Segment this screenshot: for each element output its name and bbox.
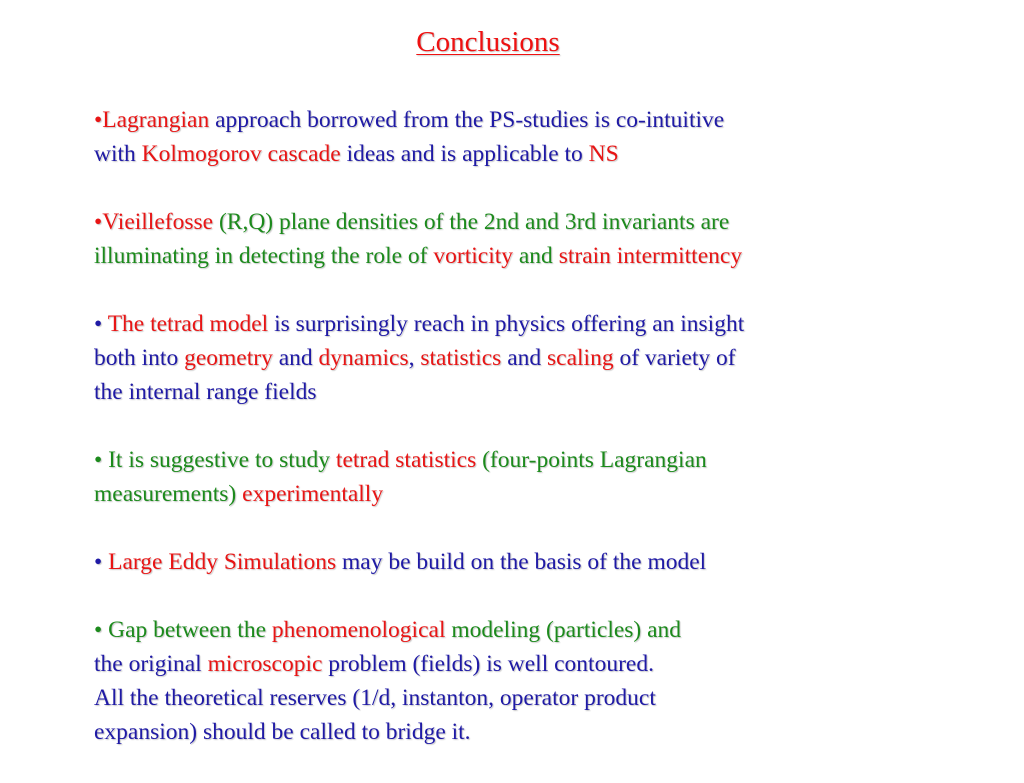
highlight-term: experimentally bbox=[242, 481, 384, 507]
highlight-term: geometry bbox=[184, 345, 273, 371]
text-segment: modeling (particles) and bbox=[445, 617, 682, 643]
text-segment: , bbox=[408, 345, 421, 371]
slide-title: Conclusions bbox=[416, 26, 560, 58]
bullet-tetrad-model bbox=[94, 307, 994, 409]
highlight-term: vorticity bbox=[433, 243, 513, 269]
highlight-term: phenomenological bbox=[271, 617, 446, 643]
bullet-large-eddy-simulations bbox=[94, 545, 994, 579]
text-segment: problem (fields) is well contoured. bbox=[322, 651, 654, 677]
text-segment: ideas and is applicable to bbox=[340, 141, 589, 167]
text-segment: of variety of bbox=[613, 345, 736, 371]
text-segment: (R,Q) plane densities of the 2nd and 3rd invariants are bbox=[213, 209, 730, 235]
bullet-marker: • bbox=[94, 209, 103, 235]
bullet-line bbox=[94, 647, 994, 681]
text-segment: is surprisingly reach in physics offering an insight bbox=[268, 311, 745, 337]
highlight-term: microscopic bbox=[207, 651, 323, 677]
bullet-line bbox=[94, 477, 994, 511]
highlight-term: Large Eddy Simulations bbox=[108, 549, 337, 575]
text-segment: (four-points Lagrangian bbox=[476, 447, 707, 473]
highlight-term: NS bbox=[588, 141, 619, 167]
bullet-line bbox=[94, 545, 994, 579]
highlight-term: dynamics bbox=[318, 345, 409, 371]
highlight-term: Lagrangian bbox=[102, 107, 210, 133]
highlight-term: strain intermittency bbox=[558, 243, 743, 269]
highlight-term: The tetrad model bbox=[107, 311, 269, 337]
bullet-lagrangian-approach bbox=[94, 103, 994, 171]
text-segment: approach borrowed from the PS-studies is co-intuitive bbox=[209, 107, 725, 133]
highlight-term: Vieillefosse bbox=[102, 209, 214, 235]
bullet-marker: • bbox=[94, 311, 108, 337]
highlight-term: scaling bbox=[547, 345, 614, 371]
highlight-term: Kolmogorov cascade bbox=[141, 141, 341, 167]
bullet-line bbox=[94, 307, 994, 341]
text-segment: illuminating in detecting the role of bbox=[94, 243, 434, 269]
text-segment: • Gap between the bbox=[94, 617, 272, 643]
text-segment: measurements) bbox=[94, 481, 243, 507]
bullet-line bbox=[94, 613, 994, 647]
text-segment: the internal range fields bbox=[94, 379, 317, 405]
text-segment: and bbox=[272, 345, 319, 371]
bullet-vieillefosse-plane bbox=[94, 205, 994, 273]
bullet-line bbox=[94, 681, 994, 715]
text-segment: • It is suggestive to study bbox=[94, 447, 336, 473]
conclusions-list bbox=[94, 103, 994, 783]
highlight-term: statistics bbox=[420, 345, 502, 371]
bullet-line bbox=[94, 137, 994, 171]
bullet-line bbox=[94, 715, 994, 749]
bullet-marker: • bbox=[94, 549, 109, 575]
bullet-line bbox=[94, 443, 994, 477]
text-segment: both into bbox=[94, 345, 185, 371]
text-segment: and bbox=[513, 243, 559, 269]
text-segment: may be build on the basis of the model bbox=[336, 549, 707, 575]
bullet-line bbox=[94, 341, 994, 375]
bullet-line bbox=[94, 103, 994, 137]
bullet-marker: • bbox=[94, 107, 103, 133]
bullet-line bbox=[94, 375, 994, 409]
bullet-line bbox=[94, 205, 994, 239]
bullet-tetrad-statistics bbox=[94, 443, 994, 511]
text-segment: the original bbox=[94, 651, 208, 677]
bullet-gap-between-models bbox=[94, 613, 994, 749]
bullet-line bbox=[94, 239, 994, 273]
text-segment: with bbox=[94, 141, 142, 167]
text-segment: and bbox=[501, 345, 547, 371]
text-segment: expansion) should be called to bridge it. bbox=[94, 719, 471, 745]
highlight-term: tetrad statistics bbox=[335, 447, 477, 473]
text-segment: All the theoretical reserves (1/d, instanton, operator product bbox=[94, 685, 656, 711]
